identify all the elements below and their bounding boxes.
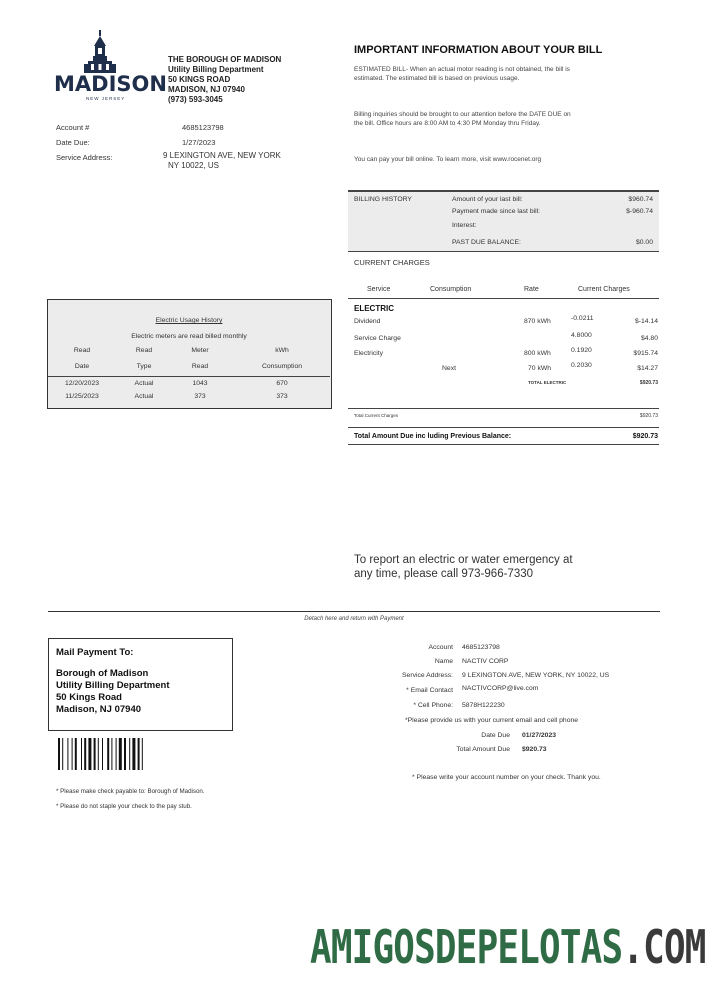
- uh-cell: 373: [194, 393, 206, 400]
- stub-date-due-value: 01/27/2023: [522, 732, 557, 739]
- note-payable: * Please make check payable to: Borough of Madison.: [56, 788, 205, 795]
- barcode-icon: [58, 738, 178, 770]
- emergency-notice: [354, 553, 654, 581]
- uh-header: Read: [73, 347, 91, 354]
- info-estimated-line2: estimated. The estimated bill is based on previous usage.: [354, 75, 520, 82]
- cc-header-service: Service: [367, 286, 391, 293]
- total-current-label: Total Current Charges: [354, 413, 399, 418]
- stub-address-label: Service Address:: [402, 672, 453, 679]
- cc-header-rate: Rate: [524, 286, 539, 293]
- cc-row-consumption: Next: [442, 365, 456, 372]
- logo-subtitle: NEW JERSEY: [86, 96, 126, 101]
- cc-row-service: Dividend: [354, 318, 381, 325]
- cc-header-consumption: Consumption: [430, 286, 472, 293]
- uh-divider: [48, 376, 330, 377]
- org-name: THE BOROUGH OF MADISON: [168, 55, 282, 64]
- uh-header: Read: [135, 347, 153, 354]
- usage-history-title: Electric Usage History: [155, 317, 223, 324]
- cc-header-charges: Current Charges: [578, 286, 630, 293]
- info-estimated-line1: ESTIMATED BILL- When an actual motor reading is not obtained, the bill is: [354, 66, 570, 73]
- info-online-pay: You can pay your bill online. To learn more, visit www.rocenet.org: [354, 156, 542, 163]
- stub-address-value: 9 LEXINGTON AVE, NEW YORK, NY 10022, US: [462, 672, 610, 679]
- past-due-value: $0.00: [635, 239, 653, 246]
- cc-row-charge: $4.80: [640, 335, 658, 342]
- uh-cell: 1043: [192, 380, 208, 387]
- cc-section-electric: ELECTRIC: [354, 304, 394, 313]
- cc-row-kwh: 800 kWh: [524, 350, 551, 357]
- account-number-value: 4685123798: [182, 123, 224, 132]
- stub-name-label: Name: [434, 658, 453, 665]
- payment-label: Payment made since last bill:: [452, 208, 541, 215]
- uh-header: Read: [191, 363, 209, 370]
- cc-row-kwh: 870 kWh: [524, 318, 551, 325]
- stub-provide-note: *Please provide us with your current email and cell phone: [405, 717, 579, 724]
- service-address-line2: NY 10022, US: [168, 161, 219, 170]
- emergency-line2: any time, please call 973-966-7330: [354, 568, 534, 580]
- billing-history-title: BILLING HISTORY: [354, 196, 412, 203]
- mail-line: 50 Kings Road: [56, 692, 122, 703]
- usage-history-box: [47, 299, 332, 409]
- cc-row-charge: $-14.14: [634, 318, 658, 325]
- info-title: IMPORTANT INFORMATION ABOUT YOUR BILL: [354, 44, 603, 56]
- usage-history-subtitle: Electric meters are read billed monthly: [131, 333, 247, 340]
- date-due-value: 1/27/2023: [182, 138, 216, 147]
- cc-row-rate: 0.2030: [571, 362, 592, 369]
- account-number-label: Account #: [56, 123, 90, 132]
- cc-row-service: Electricity: [354, 350, 384, 357]
- stub-email-value: NACTIVCORP@live.com: [462, 685, 539, 692]
- info-inquiries-line2: the bill. Office hours are 8:00 AM to 4:30 PM Monday thru Friday.: [354, 120, 541, 127]
- emergency-line1: To report an electric or water emergency at: [354, 554, 573, 566]
- watermark: [310, 920, 706, 974]
- uh-cell: 373: [276, 393, 288, 400]
- date-due-label: Date Due:: [56, 138, 90, 147]
- billing-history-box: [348, 190, 659, 252]
- cc-row-rate: 0.1920: [571, 347, 592, 354]
- uh-header: Type: [136, 363, 152, 370]
- uh-header: kWh: [275, 347, 289, 354]
- stub-write-note: * Please write your account number on your check. Thank you.: [412, 774, 601, 781]
- uh-cell: 11/25/2023: [65, 393, 99, 400]
- cc-divider: [348, 408, 659, 409]
- cc-row-service: Service Charge: [354, 335, 401, 342]
- service-address-line1: 9 LEXINGTON AVE, NEW YORK: [163, 151, 281, 160]
- stub-email-label: * Email Contact: [406, 687, 453, 694]
- mail-payment-box: [48, 638, 233, 731]
- detach-note: Detach here and return with Payment: [304, 616, 404, 622]
- info-inquiries-line1: Billing inquiries should be brought to our attention before the DATE DUE on: [354, 111, 571, 118]
- uh-cell: Actual: [134, 393, 154, 400]
- total-electric-value: $920.73: [639, 380, 658, 386]
- stub-account-value: 4685123798: [462, 644, 500, 651]
- org-phone: (973) 593-3045: [168, 95, 223, 104]
- uh-header: Date: [74, 363, 90, 370]
- uh-cell: 670: [276, 380, 288, 387]
- note-staple: * Please do not staple your check to the pay stub.: [56, 803, 192, 810]
- stub-account-label: Account: [428, 644, 453, 651]
- payment-value: $-960.74: [626, 208, 653, 215]
- stub-phone-label: * Cell Phone:: [413, 702, 453, 709]
- cc-row-kwh: 70 kWh: [528, 365, 552, 372]
- org-city: MADISON, NJ 07940: [168, 85, 245, 94]
- current-charges-title: CURRENT CHARGES: [354, 258, 430, 267]
- stub-total-value: $920.73: [522, 746, 547, 753]
- cc-row-rate: 4.8000: [571, 332, 592, 339]
- org-street: 50 KINGS ROAD: [168, 75, 231, 84]
- total-due-label: Total Amount Due inc luding Previous Balance:: [354, 433, 512, 440]
- stub-date-due-label: Date Due: [481, 732, 510, 739]
- last-bill-value: $960.74: [628, 196, 653, 203]
- cc-divider: [348, 427, 659, 428]
- logo-wordmark: MADISON: [54, 72, 167, 96]
- watermark-part2: .COM: [622, 920, 706, 974]
- cc-row-charge: $915.74: [633, 350, 658, 357]
- mail-line: Madison, NJ 07940: [56, 704, 142, 715]
- watermark-part1: AMIGOSDEPELOTAS: [310, 920, 623, 974]
- cc-row-rate: -0.0211: [571, 315, 594, 322]
- organization-address: [168, 55, 281, 105]
- uh-cell: Actual: [134, 380, 154, 387]
- total-due-value: $920.73: [632, 433, 658, 440]
- uh-cell: 12/20/2023: [64, 380, 100, 387]
- cc-header-divider: [348, 298, 659, 299]
- org-department: Utility Billing Department: [168, 65, 264, 74]
- stub-phone-value: 5878H122230: [462, 702, 505, 709]
- detach-divider: [48, 611, 660, 612]
- uh-header: Consumption: [261, 363, 303, 370]
- mail-line: Utility Billing Department: [56, 680, 170, 691]
- cc-divider: [348, 444, 659, 445]
- uh-header: Meter: [191, 347, 209, 354]
- mail-payment-title: Mail Payment To:: [56, 647, 134, 658]
- past-due-label: PAST DUE BALANCE:: [452, 239, 521, 246]
- service-address-label: Service Address:: [56, 153, 113, 162]
- stub-name-value: NACTIV CORP: [462, 658, 509, 665]
- last-bill-label: Amount of your last bill:: [452, 196, 523, 203]
- total-electric-label: TOTAL ELECTRIC: [528, 380, 567, 385]
- cc-row-charge: $14.27: [637, 365, 658, 372]
- mail-line: Borough of Madison: [56, 668, 149, 679]
- total-current-value: $920.73: [639, 413, 658, 419]
- stub-total-label: Total Amount Due: [456, 746, 510, 753]
- interest-label: Interest:: [452, 222, 477, 229]
